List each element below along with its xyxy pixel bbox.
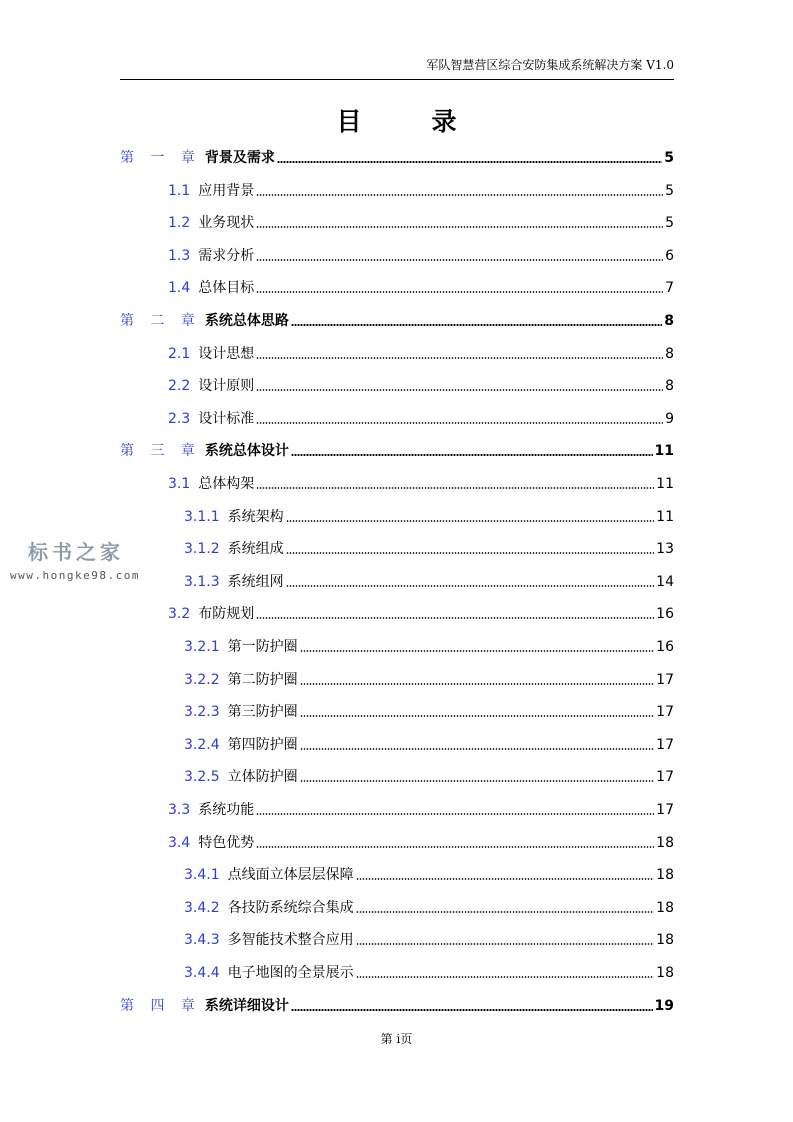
toc-leader-dots	[356, 976, 655, 978]
toc-leader-dots	[256, 846, 654, 848]
toc-entry-number: 3.2.2	[184, 671, 220, 688]
watermark-url: www.hongke98.com	[10, 569, 140, 582]
toc-entry-page: 8	[664, 313, 674, 329]
watermark	[10, 536, 160, 582]
toc-entry[interactable]	[168, 341, 674, 363]
toc-entry-label: 系统组网	[227, 573, 284, 590]
toc-entry[interactable]	[184, 764, 674, 786]
toc-entry-page: 18	[656, 867, 674, 884]
toc-entry-page: 17	[656, 802, 674, 818]
toc-title-right: 录	[431, 107, 457, 136]
toc-entry-page: 18	[656, 932, 674, 949]
toc-entry[interactable]	[168, 178, 674, 200]
toc-entry-number: 2.3	[168, 410, 191, 427]
toc-entry[interactable]	[184, 667, 674, 689]
toc-title-left: 目	[336, 107, 362, 136]
toc-leader-dots	[300, 715, 655, 717]
toc-entry[interactable]	[184, 927, 674, 949]
toc-entry-number: 3.1.1	[184, 508, 220, 525]
toc-entry-page: 5	[664, 150, 674, 166]
toc-entry-label: 总体构架	[198, 476, 255, 492]
toc-leader-dots	[291, 1009, 653, 1011]
toc-entry[interactable]	[184, 699, 674, 721]
toc-entry-number: 1.2	[168, 215, 191, 232]
toc-entry[interactable]	[120, 993, 674, 1015]
toc-entry-page: 17	[656, 704, 674, 721]
toc-entry[interactable]	[168, 373, 674, 395]
watermark-logo: 标书之家	[28, 540, 124, 564]
toc-entry-number: 3.4	[168, 834, 191, 851]
toc-entry[interactable]	[120, 438, 674, 460]
toc-entry-page: 11	[654, 443, 674, 460]
toc-entry-label: 背景及需求	[204, 150, 275, 166]
toc-entry[interactable]	[168, 210, 674, 232]
toc-entry-page: 17	[656, 736, 674, 753]
toc-entry[interactable]	[184, 504, 674, 526]
toc-entry-label: 业务现状	[198, 215, 255, 232]
toc-leader-dots	[356, 878, 655, 880]
toc-entry[interactable]	[168, 471, 674, 493]
toc-entry-page: 7	[665, 280, 674, 297]
toc-entry-page: 9	[665, 410, 674, 427]
toc-entry-number: 3.4.4	[184, 965, 220, 981]
toc-leader-dots	[291, 454, 653, 456]
toc-entry-label: 设计思想	[198, 345, 255, 362]
toc-leader-dots	[291, 324, 662, 326]
toc-entry-label: 系统组成	[227, 541, 284, 558]
toc-entry[interactable]	[168, 406, 674, 428]
toc-entry-page: 13	[656, 541, 674, 558]
toc-entry-label: 系统详细设计	[204, 997, 289, 1014]
toc-entry-number: 3.2.4	[184, 736, 220, 753]
toc-entry[interactable]	[168, 275, 674, 297]
toc-leader-dots	[256, 226, 663, 228]
toc-entry-label: 点线面立体层层保障	[227, 867, 354, 884]
toc-entry[interactable]	[184, 862, 674, 884]
toc-entry[interactable]	[184, 569, 674, 591]
toc-entry-label: 系统架构	[227, 508, 284, 525]
toc-entry-label: 系统功能	[198, 802, 255, 818]
toc-entry-label: 立体防护圈	[227, 769, 298, 786]
toc-entry-number: 3.1	[168, 476, 191, 492]
toc-entry-page: 18	[656, 899, 674, 916]
toc-entry[interactable]	[168, 797, 674, 819]
toc-entry-label: 设计原则	[198, 378, 255, 395]
toc-leader-dots	[286, 520, 655, 522]
toc-entry-label: 设计标准	[198, 410, 255, 427]
toc-entry-page: 16	[656, 606, 674, 623]
toc-entry-page: 16	[656, 639, 674, 655]
header-rule	[120, 79, 674, 80]
toc-leader-dots	[356, 943, 655, 945]
toc-entry-number: 1.1	[168, 182, 191, 199]
toc-entry-number: 1.3	[168, 247, 191, 264]
page-header: 军队智慧营区综合安防集成系统解决方案 V1.0	[426, 58, 674, 72]
toc-entry-page: 6	[665, 247, 674, 264]
toc-entry-number: 3.2.1	[184, 639, 220, 655]
toc-leader-dots	[277, 161, 662, 163]
toc-entry-page: 18	[656, 965, 674, 981]
toc-entry-number: 3.2.5	[184, 769, 220, 786]
toc-entry-page: 5	[665, 182, 674, 199]
toc-leader-dots	[256, 357, 663, 359]
toc-leader-dots	[256, 291, 663, 293]
toc-title	[0, 102, 793, 138]
toc-entry-label: 系统总体思路	[204, 313, 289, 329]
toc-leader-dots	[356, 911, 655, 913]
toc-entry-label: 系统总体设计	[204, 443, 289, 460]
toc-entry-label: 多智能技术整合应用	[227, 932, 354, 949]
toc-entry-number: 1.4	[168, 280, 191, 297]
toc-entry-page: 8	[665, 378, 674, 395]
toc-leader-dots	[286, 552, 655, 554]
toc-entry-label: 第二防护圈	[227, 671, 298, 688]
toc-entry-label: 第四防护圈	[227, 736, 298, 753]
toc-entry-number: 3.4.3	[184, 932, 220, 949]
toc-leader-dots	[286, 585, 655, 587]
toc-leader-dots	[256, 487, 654, 489]
toc-leader-dots	[256, 194, 663, 196]
toc-entry-label: 特色优势	[198, 834, 255, 851]
toc-entry-number: 3.4.1	[184, 867, 220, 884]
toc-entry-page: 5	[665, 215, 674, 232]
toc-entry-number: 3.1.3	[184, 573, 220, 590]
toc-entry-page: 8	[665, 345, 674, 362]
toc-leader-dots	[256, 422, 663, 424]
toc-entry-number: 第 一 章	[120, 150, 201, 166]
toc-entry-page: 17	[656, 769, 674, 786]
toc-entry-page: 11	[656, 508, 674, 525]
toc-entry[interactable]	[184, 895, 674, 917]
toc-leader-dots	[256, 389, 663, 391]
toc-leader-dots	[300, 748, 655, 750]
toc-entry-number: 3.3	[168, 802, 191, 818]
toc-entry-label: 需求分析	[198, 247, 255, 264]
toc-entry[interactable]	[168, 601, 674, 623]
toc-entry-page: 19	[654, 997, 674, 1014]
toc-entry-number: 第 四 章	[120, 997, 201, 1014]
toc-entry-number: 2.1	[168, 345, 191, 362]
page-footer: 第 i页	[380, 1032, 413, 1046]
toc-leader-dots	[300, 780, 655, 782]
toc-entry[interactable]	[184, 732, 674, 754]
toc-entry-number: 2.2	[168, 378, 191, 395]
toc-entry-number: 3.4.2	[184, 899, 220, 916]
toc-leader-dots	[300, 683, 655, 685]
toc-leader-dots	[300, 650, 655, 652]
toc-entry-page: 17	[656, 671, 674, 688]
toc-entry-label: 第一防护圈	[227, 639, 298, 655]
toc-entry[interactable]	[120, 308, 674, 330]
toc-entry-number: 3.2.3	[184, 704, 220, 721]
toc-entry[interactable]	[184, 960, 674, 982]
toc-leader-dots	[256, 813, 654, 815]
toc-entry[interactable]	[184, 536, 674, 558]
toc-entry[interactable]	[184, 634, 674, 656]
toc-leader-dots	[256, 617, 654, 619]
toc-entry-page: 18	[656, 834, 674, 851]
toc-entry-label: 应用背景	[198, 182, 255, 199]
toc-entry-page: 11	[656, 476, 674, 492]
toc-entry[interactable]	[168, 243, 674, 265]
toc-entry-label: 第三防护圈	[227, 704, 298, 721]
toc-entry[interactable]	[168, 830, 674, 852]
toc-entry-number: 3.1.2	[184, 541, 220, 558]
toc-entry-number: 第 三 章	[120, 443, 201, 460]
toc-entry-label: 电子地图的全景展示	[227, 965, 354, 981]
toc-entry-number: 3.2	[168, 606, 191, 623]
toc-leader-dots	[256, 259, 663, 261]
toc-entry-label: 各技防系统综合集成	[227, 899, 354, 916]
toc-entry-number: 第 二 章	[120, 313, 201, 329]
toc-entry[interactable]	[120, 145, 674, 167]
toc-entry-label: 布防规划	[198, 606, 255, 623]
toc-entry-label: 总体目标	[198, 280, 255, 297]
toc-entry-page: 14	[656, 573, 674, 590]
